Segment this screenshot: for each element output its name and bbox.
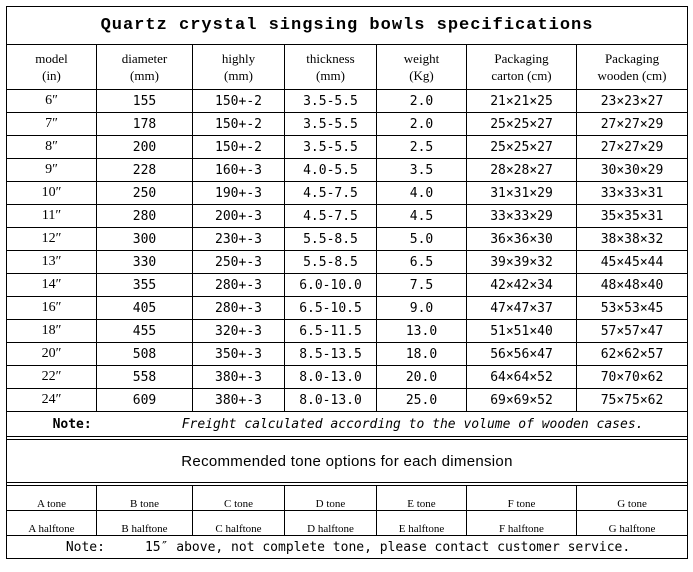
table-cell: 355 bbox=[97, 274, 193, 297]
column-header-line: highly bbox=[221, 51, 256, 66]
tone-cell: B tone bbox=[97, 486, 193, 511]
column-header-line: Packaging bbox=[604, 51, 660, 66]
table-cell: 27×27×29 bbox=[577, 136, 688, 159]
column-header bbox=[193, 45, 285, 90]
table-cell: 6.5-11.5 bbox=[285, 320, 377, 343]
table-cell: 18.0 bbox=[377, 343, 467, 366]
table-cell: 62×62×57 bbox=[577, 343, 688, 366]
column-header-line: (mm) bbox=[316, 68, 345, 83]
table-cell: 48×48×40 bbox=[577, 274, 688, 297]
column-header bbox=[97, 45, 193, 90]
table-cell: 8″ bbox=[7, 136, 97, 159]
table-cell: 25×25×27 bbox=[467, 113, 577, 136]
column-header-line: (mm) bbox=[130, 68, 159, 83]
table-row bbox=[7, 182, 688, 205]
column-header-line: wooden (cm) bbox=[597, 68, 667, 83]
column-header-line: carton (cm) bbox=[491, 68, 552, 83]
table-cell: 6.5-10.5 bbox=[285, 297, 377, 320]
table-cell: 228 bbox=[97, 159, 193, 182]
table-cell: 190+-3 bbox=[193, 182, 285, 205]
column-header-line: model bbox=[35, 51, 68, 66]
note-text: Freight calculated according to the volume of wooden cases. bbox=[181, 416, 644, 432]
table-cell: 27×27×29 bbox=[577, 113, 688, 136]
table-cell: 200+-3 bbox=[193, 205, 285, 228]
table-cell: 21×21×25 bbox=[467, 90, 577, 113]
table-cell: 2.0 bbox=[377, 113, 467, 136]
column-header bbox=[7, 45, 97, 90]
table-cell: 75×75×62 bbox=[577, 389, 688, 412]
table-cell: 178 bbox=[97, 113, 193, 136]
table-cell: 20″ bbox=[7, 343, 97, 366]
table-cell: 33×33×31 bbox=[577, 182, 688, 205]
table-row bbox=[7, 113, 688, 136]
spec-table bbox=[6, 6, 688, 559]
halftone-cell: E halftone bbox=[377, 511, 467, 536]
table-cell: 13″ bbox=[7, 251, 97, 274]
table-cell: 150+-2 bbox=[193, 136, 285, 159]
table-cell: 3.5-5.5 bbox=[285, 113, 377, 136]
table-cell: 5.5-8.5 bbox=[285, 228, 377, 251]
table-row bbox=[7, 159, 688, 182]
table-cell: 16″ bbox=[7, 297, 97, 320]
note2-label: Note: bbox=[65, 539, 105, 555]
table-cell: 280 bbox=[97, 205, 193, 228]
table-cell: 28×28×27 bbox=[467, 159, 577, 182]
halftone-cell: D halftone bbox=[285, 511, 377, 536]
table-cell: 3.5-5.5 bbox=[285, 136, 377, 159]
table-cell: 11″ bbox=[7, 205, 97, 228]
table-cell: 69×69×52 bbox=[467, 389, 577, 412]
table-cell: 51×51×40 bbox=[467, 320, 577, 343]
table-cell: 320+-3 bbox=[193, 320, 285, 343]
column-header-line: (Kg) bbox=[409, 68, 434, 83]
table-row bbox=[7, 366, 688, 389]
table-cell: 160+-3 bbox=[193, 159, 285, 182]
table-cell: 4.0 bbox=[377, 182, 467, 205]
table-cell: 24″ bbox=[7, 389, 97, 412]
table-row bbox=[7, 297, 688, 320]
table-cell: 33×33×29 bbox=[467, 205, 577, 228]
table-cell: 2.0 bbox=[377, 90, 467, 113]
recommended-heading: Recommended tone options for each dimension bbox=[7, 440, 688, 483]
table-cell: 6.0-10.0 bbox=[285, 274, 377, 297]
column-header-line: thickness bbox=[306, 51, 355, 66]
table-cell: 6.5 bbox=[377, 251, 467, 274]
tone-cell: C tone bbox=[193, 486, 285, 511]
table-cell: 4.5-7.5 bbox=[285, 182, 377, 205]
table-cell: 8.0-13.0 bbox=[285, 389, 377, 412]
table-cell: 250+-3 bbox=[193, 251, 285, 274]
table-cell: 405 bbox=[97, 297, 193, 320]
table-cell: 300 bbox=[97, 228, 193, 251]
table-cell: 330 bbox=[97, 251, 193, 274]
table-cell: 609 bbox=[97, 389, 193, 412]
table-row bbox=[7, 389, 688, 412]
table-cell: 155 bbox=[97, 90, 193, 113]
halftone-cell: B halftone bbox=[97, 511, 193, 536]
table-cell: 53×53×45 bbox=[577, 297, 688, 320]
table-row bbox=[7, 90, 688, 113]
table-cell: 42×42×34 bbox=[467, 274, 577, 297]
table-row bbox=[7, 320, 688, 343]
halftone-row bbox=[7, 511, 688, 536]
table-cell: 455 bbox=[97, 320, 193, 343]
column-header-line: (mm) bbox=[224, 68, 253, 83]
column-header-line: diameter bbox=[121, 51, 168, 66]
table-row bbox=[7, 228, 688, 251]
column-header bbox=[577, 45, 688, 90]
table-cell: 35×35×31 bbox=[577, 205, 688, 228]
tone-cell: D tone bbox=[285, 486, 377, 511]
table-cell: 36×36×30 bbox=[467, 228, 577, 251]
table-cell: 5.5-8.5 bbox=[285, 251, 377, 274]
column-header-line: Packaging bbox=[494, 51, 549, 66]
table-cell: 4.5 bbox=[377, 205, 467, 228]
tone-cell: E tone bbox=[377, 486, 467, 511]
table-cell: 200 bbox=[97, 136, 193, 159]
halftone-cell: F halftone bbox=[467, 511, 577, 536]
table-cell: 150+-2 bbox=[193, 90, 285, 113]
table-cell: 10″ bbox=[7, 182, 97, 205]
halftone-cell: A halftone bbox=[7, 511, 97, 536]
table-cell: 6″ bbox=[7, 90, 97, 113]
table-cell: 380+-3 bbox=[193, 389, 285, 412]
table-cell: 64×64×52 bbox=[467, 366, 577, 389]
halftone-cell: G halftone bbox=[577, 511, 688, 536]
table-row bbox=[7, 251, 688, 274]
table-cell: 39×39×32 bbox=[467, 251, 577, 274]
tone-row bbox=[7, 486, 688, 511]
table-cell: 14″ bbox=[7, 274, 97, 297]
spec-rows bbox=[7, 90, 688, 412]
note-row bbox=[7, 412, 688, 437]
halftone-cell: C halftone bbox=[193, 511, 285, 536]
table-cell: 9″ bbox=[7, 159, 97, 182]
table-cell: 38×38×32 bbox=[577, 228, 688, 251]
column-header bbox=[285, 45, 377, 90]
table-cell: 150+-2 bbox=[193, 113, 285, 136]
table-cell: 350+-3 bbox=[193, 343, 285, 366]
column-header-line: weight bbox=[403, 51, 440, 66]
table-cell: 280+-3 bbox=[193, 297, 285, 320]
table-cell: 18″ bbox=[7, 320, 97, 343]
column-header bbox=[467, 45, 577, 90]
column-header-line: (in) bbox=[42, 68, 61, 83]
table-cell: 2.5 bbox=[377, 136, 467, 159]
table-cell: 230+-3 bbox=[193, 228, 285, 251]
table-cell: 56×56×47 bbox=[467, 343, 577, 366]
table-cell: 4.5-7.5 bbox=[285, 205, 377, 228]
table-cell: 3.5 bbox=[377, 159, 467, 182]
table-cell: 7.5 bbox=[377, 274, 467, 297]
note-label: Note: bbox=[52, 416, 92, 432]
tone-cell: F tone bbox=[467, 486, 577, 511]
table-cell: 280+-3 bbox=[193, 274, 285, 297]
table-cell: 25×25×27 bbox=[467, 136, 577, 159]
table-cell: 9.0 bbox=[377, 297, 467, 320]
table-cell: 47×47×37 bbox=[467, 297, 577, 320]
table-cell: 23×23×27 bbox=[577, 90, 688, 113]
table-cell: 558 bbox=[97, 366, 193, 389]
table-cell: 31×31×29 bbox=[467, 182, 577, 205]
table-row bbox=[7, 343, 688, 366]
table-cell: 3.5-5.5 bbox=[285, 90, 377, 113]
table-row bbox=[7, 136, 688, 159]
note2-text: 15″ above, not complete tone, please contact customer service. bbox=[144, 539, 631, 555]
table-cell: 30×30×29 bbox=[577, 159, 688, 182]
table-cell: 22″ bbox=[7, 366, 97, 389]
column-header bbox=[377, 45, 467, 90]
table-cell: 7″ bbox=[7, 113, 97, 136]
table-title: Quartz crystal singsing bowls specifications bbox=[7, 7, 688, 45]
table-row bbox=[7, 274, 688, 297]
recommended-row bbox=[7, 440, 688, 483]
table-cell: 12″ bbox=[7, 228, 97, 251]
table-row bbox=[7, 205, 688, 228]
table-cell: 508 bbox=[97, 343, 193, 366]
table-cell: 70×70×62 bbox=[577, 366, 688, 389]
table-cell: 20.0 bbox=[377, 366, 467, 389]
table-cell: 4.0-5.5 bbox=[285, 159, 377, 182]
note-row-2 bbox=[7, 536, 688, 559]
table-cell: 13.0 bbox=[377, 320, 467, 343]
tone-cell: G tone bbox=[577, 486, 688, 511]
tone-cell: A tone bbox=[7, 486, 97, 511]
spec-sheet bbox=[6, 6, 687, 566]
header-row bbox=[7, 45, 688, 90]
table-cell: 250 bbox=[97, 182, 193, 205]
table-cell: 8.0-13.0 bbox=[285, 366, 377, 389]
table-cell: 5.0 bbox=[377, 228, 467, 251]
table-cell: 45×45×44 bbox=[577, 251, 688, 274]
table-cell: 8.5-13.5 bbox=[285, 343, 377, 366]
table-cell: 25.0 bbox=[377, 389, 467, 412]
table-cell: 57×57×47 bbox=[577, 320, 688, 343]
table-cell: 380+-3 bbox=[193, 366, 285, 389]
